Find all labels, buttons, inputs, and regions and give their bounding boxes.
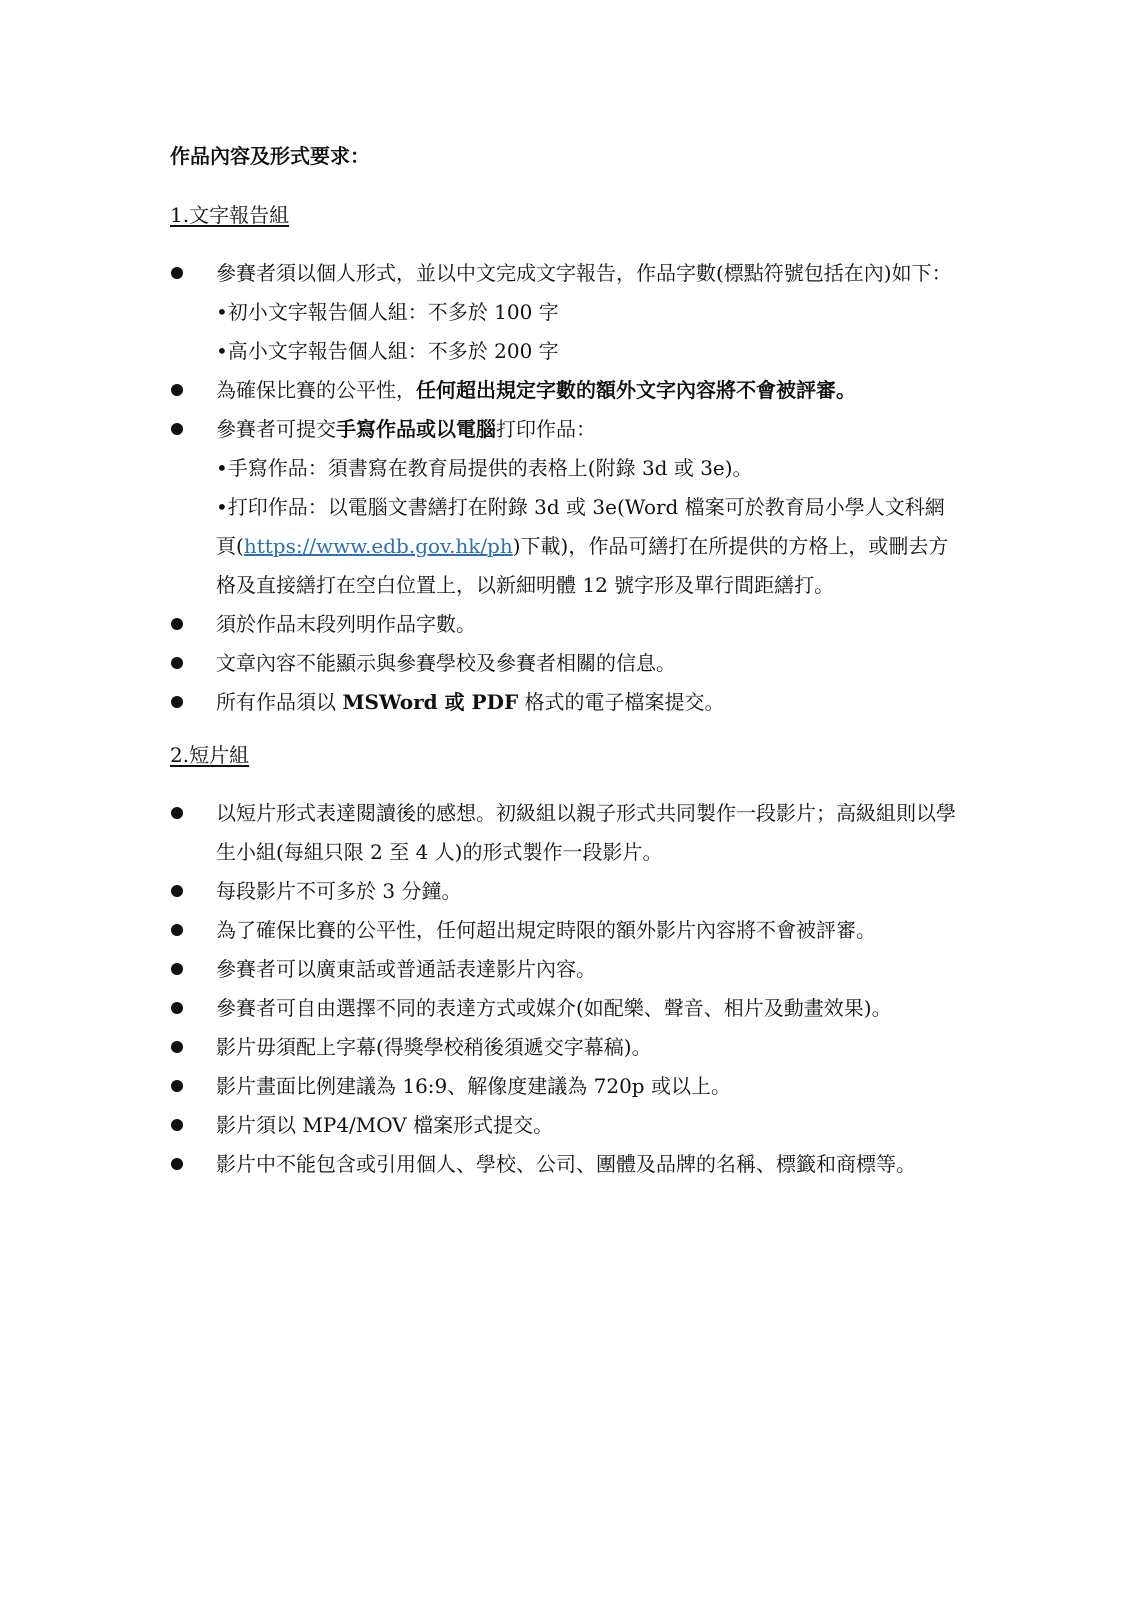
document-body [170, 138, 960, 1200]
list-item: 影片毋須配上字幕(得獎學校稍後須遞交字幕稿)。 [170, 1028, 960, 1067]
item-bold-text: 手寫作品或以電腦 [336, 417, 496, 441]
item-text: 參賽者須以個人形式，並以中文完成文字報告，作品字數(標點符號包括在內)如下： [216, 261, 952, 285]
printed-text-pre: 打印作品：以電腦文書繕打在附錄 3d 或 3e(Word 檔案可於教育局小學人文科網頁( [216, 495, 945, 558]
section-heading-text-report: 1.文字報告組 [170, 203, 290, 227]
sub-item-printed [216, 488, 960, 605]
list-item [170, 410, 960, 605]
list-item: 參賽者可以廣東話或普通話表達影片內容。 [170, 950, 960, 989]
page-title: 作品內容及形式要求： [170, 144, 370, 168]
list-item: 以短片形式表達閱讀後的感想。初級組以親子形式共同製作一段影片；高級組則以學生小組(每組只限 2 至 4 人)的形式製作一段影片。 [170, 794, 960, 872]
printed-text-post: )下載)，作品可繕打在所提供的方格上，或刪去方格及直接繕打在空白位置上，以新細明體 12 號字形及單行間距繕打。 [216, 534, 949, 597]
sub-item-lower-primary: • 初小文字報告個人組：不多於 100 字 [216, 293, 960, 332]
list-item [170, 254, 960, 371]
sub-item-upper-primary: • 高小文字報告個人組：不多於 200 字 [216, 332, 960, 371]
list-item: 影片畫面比例建議為 16:9、解像度建議為 720p 或以上。 [170, 1067, 960, 1106]
edb-link[interactable]: https://www.edb.gov.hk/ph [243, 534, 513, 558]
list-item [170, 683, 960, 722]
item-bold-text: 任何超出規定字數的額外文字內容將不會被評審。 [416, 378, 856, 402]
list-item [170, 371, 960, 410]
item-text: 打印作品： [496, 417, 596, 441]
video-list [170, 794, 960, 1184]
list-item [170, 644, 960, 683]
item-text: 文章內容不能顯示與參賽學校及參賽者相關的信息。 [216, 651, 676, 675]
item-text: 須於作品末段列明作品字數。 [216, 612, 476, 636]
sub-item-handwritten: • 手寫作品：須書寫在教育局提供的表格上(附錄 3d 或 3e)。 [216, 449, 960, 488]
list-item: 影片須以 MP4/MOV 檔案形式提交。 [170, 1106, 960, 1145]
list-item: 影片中不能包含或引用個人、學校、公司、團體及品牌的名稱、標籤和商標等。 [170, 1145, 960, 1184]
list-item [170, 605, 960, 644]
item-text: 為確保比賽的公平性， [216, 378, 416, 402]
item-text: 所有作品須以 [216, 690, 343, 714]
item-bold-text: MSWord 或 PDF [342, 690, 519, 714]
section-heading-video: 2.短片組 [170, 743, 250, 767]
list-item: 每段影片不可多於 3 分鐘。 [170, 872, 960, 911]
item-text: 格式的電子檔案提交。 [518, 690, 725, 714]
list-item: 參賽者可自由選擇不同的表達方式或媒介(如配樂、聲音、相片及動畫效果)。 [170, 989, 960, 1028]
text-report-list [170, 254, 960, 722]
item-text: 參賽者可提交 [216, 417, 336, 441]
list-item: 為了確保比賽的公平性，任何超出規定時限的額外影片內容將不會被評審。 [170, 911, 960, 950]
